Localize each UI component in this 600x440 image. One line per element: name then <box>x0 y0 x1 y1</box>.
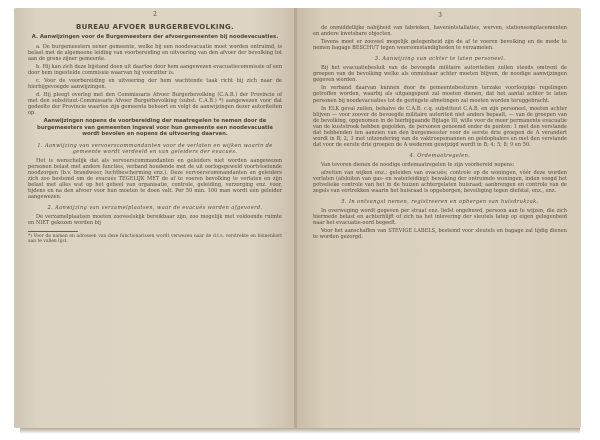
page-shadow <box>20 428 580 434</box>
item-4-text: afzetten van wijken enz.; geleiden van evacués; controle op de woningen, vóór deze worden verlaten (afsluiten van gas- en waterleiding); bewaking der ontruimde woningen, inden voogd het potvelieke controle van het in de huizen achtergelaten huisraad; aanbrengen en controle van de zegels van vertrekken waarin het huisraad is opgeborgen; beveiliging tegen diefstal, enz., enz. <box>313 169 567 195</box>
footnote: *) Voor de namen en adressen van deze functionarissen wordt verwezen naar de d.t.s. verstrekte en binnenkort aan te vullen lijst. <box>28 234 282 245</box>
document-title: BUREAU AFVOER BURGERBEVOLKING. <box>75 23 234 32</box>
item-2-text: De verzamelplaatsen moeten zooveelskijk bereikbaar zijn, zoo mogelijk met voldoende ruimte en NIET gekozen worden bij <box>28 214 282 227</box>
item-3-text-2: In verband daarvan kunnen door de gemeentebesturen terzake voorloopige regelingen getroffen worden, waarbij als uitgangspunt zal moeten dienen, dat het aantal achter te laten personen bij noodevacuaties tot de geringste afmetingen zal moeten worden teruggebracht. <box>313 85 567 104</box>
instructions-heading: Aanwijzingen nopens de voorbereiding der maatregelen te nemen door de burgemeesters van gemeenten ingeval voor hun gemeente een noodevacuatie wordt bevolen en nopens de uitvoering daarvan. <box>37 118 273 138</box>
item-4-title: 4. Ordemaatregelen. <box>409 152 471 159</box>
paragraph-c: c. Voor de voorbereiding en uitvoering der hem wachtende taak richt hij zich naar de hierbijgevoegde aanwijzingen. <box>28 77 282 90</box>
footnote-rule <box>28 231 78 232</box>
left-page-text <box>28 12 282 247</box>
paragraph-d: d. Hij pleegt overleg met den Commissaris Afvoer Burgerbevolking (C.A.B.) der Provincie of met den substituut-Commissaris Afvoer Burgerbevolking (subst. C.A.B.) *) aangewezen voor dat gedeelte der Provincie waartoe zijn gemeente behoort en volgt de aanwijzingen dezer autoriteiten op. <box>28 91 282 117</box>
shelter-paragraph: Tevens moet er zooveel mogelijk gelegenheid zijn de af te voeren bevolking en de mede te nemen bagage BESCHUT tegen weersomstandigheden te verzamelen. <box>313 39 567 52</box>
item-3-title: 3. Aanwijzing van achter te laten personeel. <box>374 56 506 63</box>
continued-paragraph: de onmiddellijke nabijheid van fabrieken, havenintstallaties, werven, stationsemplacementen en andere kwetsbare objecten. <box>313 25 567 38</box>
right-page <box>297 8 581 428</box>
paragraph-b: b. Hij kan zich deze bijstand doen uit daartoe door hem aangewezen evacuatiecommissie of een door hem ingestelde commissie waarvan hij voorzitter is. <box>28 63 282 76</box>
item-3-text-3: In ELK geval zullen, behalve de C.A.B. c.q. substituut C.A.B. en zijn personeel, moeten achter blijven — voor zoover de bevoegde militaire autoriteit niet anders bepaalt, — van de groepen van de bevolking, opgenomen in de hierbijgaande Bijlage III, wille voor de meer permanente evacuatie van de kuststrook hebben gegolden, de personen genoemd onder de punten: 1 met den verstande dat hebbenden ten aanzien van den burgemeester voor de eerste drie groepen de A verandert wordt in B; 2; 3 met uitzondering van de vaktroepsmannen en geldophalers en met den verstande dat voor de eerste drie groepen de A wederom gewijzigd wordt in B; 4; 5; 8; 9 en 50. <box>313 105 567 148</box>
open-booklet <box>14 8 581 432</box>
item-4-lead: Van tevoren dienen de noodige ordemaatregelen te zijn voorbereid nopens: <box>321 161 515 168</box>
paragraph-a: a. De burgemeesters eener gemeente, welke bij een noodevacuatie moet worden ontruimd, is belast met de algemeene leiding van voorbereiding en uitvoering van den afvoer der bevolking tot aan de grens zijner gemeente. <box>28 43 282 62</box>
item-3-text-1: Bij het evacuatiebesluit van de bevoegde militaire autoriteiten zullen steeds omtrent de groepen van de bevolking welke als onmisbaar achter moeten blijven, de noodige aanwijzingen gegeven worden. <box>313 65 567 84</box>
item-1-text: Het is wenschelijk dat als vervoerscommandanten en geleiders niet worden aangewezen personen belast met andere functies, verband houdende met de uit oorlogsgeweld voortvloeiende noodzorgen (b.v. brandweer, luchtbescherming enz.). Deze vervoerscommandanten en geleiders zich zoo bestemd om de evacués TEGELIJK MET de af te voeren bevolking te verlaten en zijn belast met alles wat op het geheel van organisatie, controle, geleiding, verzorging enz. voor, tijdens en na den afvoer voor hun moeten te doen valt. Per 50 min. 100 man wordt één geleider aangewezen. <box>28 157 282 200</box>
left-page <box>14 8 296 428</box>
item-2-title: 2. Aanwijzing van verzamelplaatsen, waar de evacués worden afgevoerd. <box>47 205 263 212</box>
item-1-title: 1. Aanwijzing van vervoerscommandanten voor de verlaten en wijken waarin de gemeente wordt verdeeld en van geleiders der evacués. <box>37 142 273 155</box>
item-5-text-2: Voor het aanschaffen van STEVIGE LABELS, bestemd voor sleutels en bagage zal tijdig dienen te worden gezorgd. <box>313 228 567 241</box>
item-5-text-1: In overweging wordt gegeven per straat enz. liefst ongehuwd, persoon aan te wijzen, die zich hiermede belast en achterblijft of zich na het inlevering der sleutels latep op eigen gelegenheid naar het evacuatie-oord begeeft. <box>313 208 567 227</box>
page-number-right: 3 <box>438 12 442 19</box>
item-5-title: 5. In ontvangst nemen, registreeren en opbergen van huisdrukzak. <box>341 199 539 206</box>
page-number-left: 2 <box>153 11 157 18</box>
right-page-text <box>313 13 567 242</box>
section-a-heading: A. Aanwijzingen voor de Burgemeesters der afvoergemeenten bij noodevacuaties. <box>31 34 279 41</box>
